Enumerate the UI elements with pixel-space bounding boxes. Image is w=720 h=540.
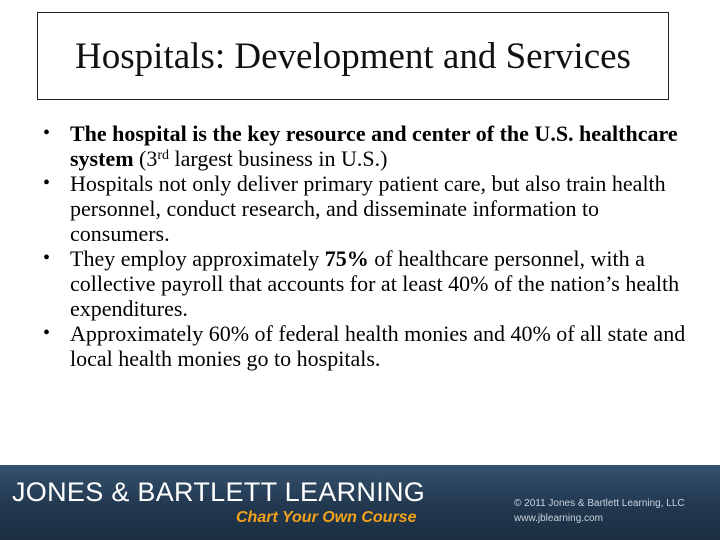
- bullet-marker: •: [43, 172, 51, 194]
- bullet-marker: •: [43, 322, 51, 344]
- slide-title: Hospitals: Development and Services: [75, 35, 631, 77]
- bullet-item: [40, 171, 690, 246]
- bullet-text: They employ approximately: [70, 246, 325, 271]
- bullet-item: [40, 321, 690, 371]
- bullet-text: of healthcare personnel, with a collective payroll that accounts for at least 40% of the nation’s health expenditures.: [70, 246, 680, 321]
- bullet-text: largest business in U.S.): [169, 146, 388, 171]
- publisher-url: www.jblearning.com: [514, 513, 603, 524]
- ordinal-superscript: rd: [157, 148, 170, 163]
- bullet-item: [40, 246, 690, 321]
- bullet-text: (3: [133, 146, 158, 171]
- bullet-marker: •: [43, 122, 51, 144]
- bullet-item: [40, 121, 690, 171]
- copyright-notice: © 2011 Jones & Bartlett Learning, LLC: [514, 498, 685, 509]
- bullet-list: [40, 121, 690, 371]
- bullet-bold-percent: 75%: [324, 246, 369, 271]
- title-box: [37, 12, 669, 100]
- bullet-text: Approximately 60% of federal health monies and 40% of all state and local health monies go to hospitals.: [70, 321, 686, 371]
- bullet-bold-lead: The hospital is the key resource and center of the U.S. healthcare system: [70, 121, 678, 171]
- bullet-marker: •: [43, 247, 51, 269]
- bullet-text: Hospitals not only deliver primary patient care, but also train health personnel, conduct research, and disseminate information to consumers.: [70, 171, 666, 246]
- publisher-tagline: Chart Your Own Course: [236, 509, 417, 526]
- publisher-footer: [0, 465, 720, 540]
- publisher-logo: JONES & BARTLETT LEARNING: [12, 477, 426, 507]
